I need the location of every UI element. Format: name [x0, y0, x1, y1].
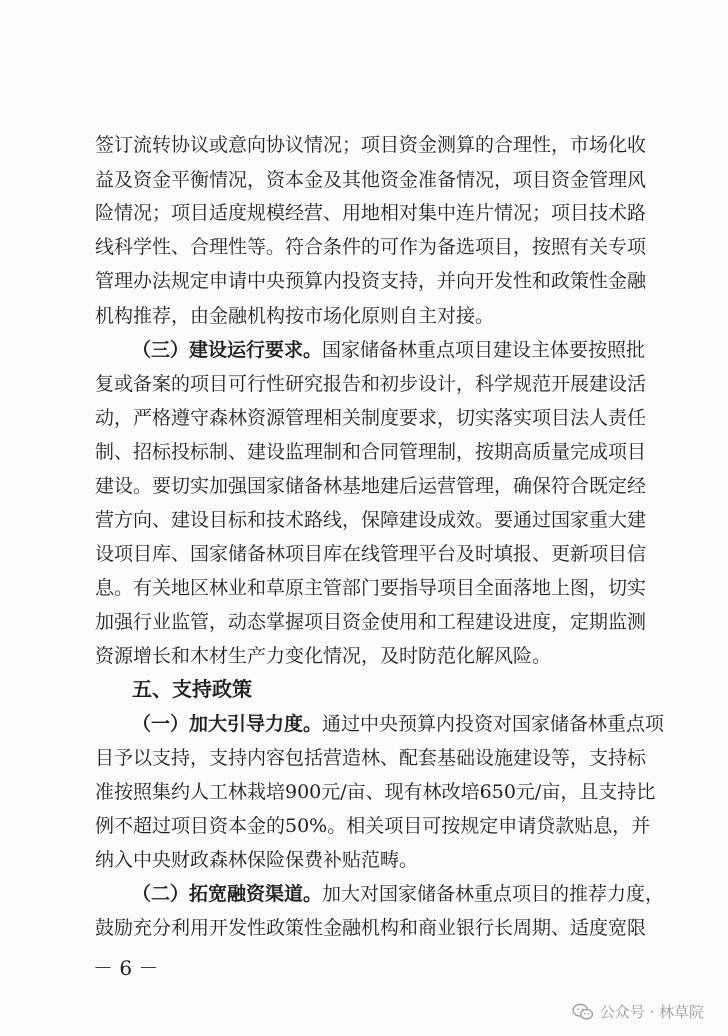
text-line: 动，严格遵守森林资源管理相关制度要求，切实落实项目法人责任: [95, 407, 647, 429]
text-line: 建设。要切实加强国家储备林基地建后运营管理，确保符合既定经: [95, 475, 647, 497]
text-line: 纳入中央财政森林保险保费补贴范畴。: [95, 849, 419, 871]
text-line: 加强行业监管，动态掌握项目资金使用和工程建设进度，定期监测: [95, 611, 647, 633]
paragraph-lead: （一）加大引导力度。: [132, 713, 323, 735]
text-line: 鼓励充分利用开发性政策性金融机构和商业银行长周期、适度宽限: [95, 917, 647, 939]
text-line: 例不超过项目资本金的50%。相关项目可按规定申请贷款贴息，并: [95, 815, 651, 837]
text-line: 息。有关地区林业和草原主管部门要指导项目全面落地上图，切实: [95, 577, 647, 599]
text-line: 设项目库、国家储备林项目库在线管理平台及时填报、更新项目信: [95, 543, 647, 565]
text-line: 益及资金平衡情况，资本金及其他资金准备情况，项目资金管理风: [95, 169, 647, 191]
paragraph-lead-rest: 国家储备林重点项目建设主体要按照批: [322, 339, 646, 361]
text-line: 签订流转协议或意向协议情况；项目资金测算的合理性，市场化收: [95, 134, 647, 156]
paragraph-first-line: [132, 883, 665, 905]
paragraph-lead-rest: 加大对国家储备林重点项目的推荐力度，: [322, 883, 665, 905]
page-number: － 6 －: [93, 956, 159, 980]
watermark: [572, 1001, 704, 1022]
paragraph-lead: （二）拓宽融资渠道。: [132, 883, 323, 905]
text-line: 制、招标投标制、建设监理制和合同管理制，按期高质量完成项目: [95, 441, 647, 463]
text-line: 线科学性、合理性等。符合条件的可作为备选项目，按照有关专项: [95, 236, 647, 258]
paragraph-lead-rest: 通过中央预算内投资对国家储备林重点项: [322, 713, 665, 735]
text-line: 险情况；项目适度规模经营、用地相对集中连片情况；项目技术路: [95, 202, 647, 224]
wechat-icon: [572, 1003, 594, 1021]
section-heading: 五、支持政策: [132, 677, 252, 701]
paragraph-lead: （三）建设运行要求。: [132, 339, 323, 361]
text-line: 复或备案的项目可行性研究报告和初步设计，科学规范开展建设活: [95, 373, 647, 395]
text-line: 管理办法规定申请中央预算内投资支持，并向开发性和政策性金融: [95, 270, 647, 292]
paragraph-first-line: [132, 713, 665, 735]
text-line: 准按照集约人工林栽培900元/亩、现有林改培650元/亩，且支持比: [95, 781, 656, 803]
text-line: 目予以支持，支持内容包括营造林、配套基础设施建设等，支持标: [95, 747, 647, 769]
text-line: 资源增长和木材生产力变化情况，及时防范化解风险。: [95, 645, 552, 667]
watermark-text: 公众号 · 林草院: [599, 1003, 704, 1021]
text-line: 机构推荐，由金融机构按市场化原则自主对接。: [95, 305, 495, 327]
paragraph-first-line: [132, 339, 646, 361]
text-line: 营方向、建设目标和技术路线，保障建设成效。要通过国家重大建: [95, 509, 647, 531]
